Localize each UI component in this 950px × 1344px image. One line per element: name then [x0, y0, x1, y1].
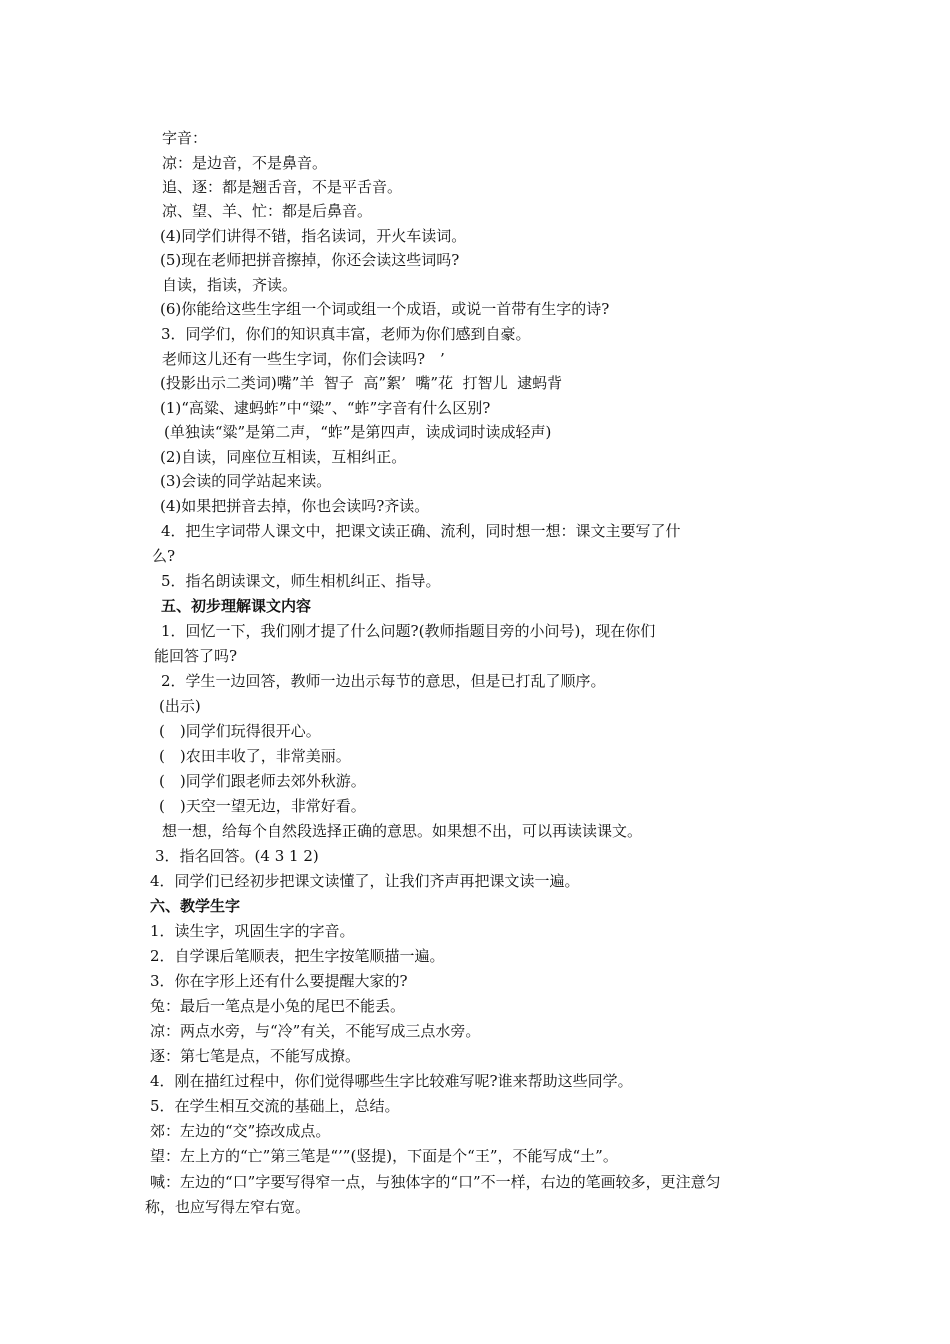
text-line: (单独读“粱”是第二声，“蚱”是第四声，读成词时读成轻声): [164, 423, 552, 441]
text-line: (1)“高粱、逮蚂蚱”中“粱”、“蚱”字音有什么区别?: [160, 399, 491, 417]
text-line: 3．指名回答。(4 3 1 2): [155, 847, 319, 865]
text-line: ( )农田丰收了，非常美丽。: [159, 747, 351, 765]
text-line: ( )同学们跟老师去郊外秋游。: [159, 772, 366, 790]
text-line: 5．在学生相互交流的基础上，总结。: [150, 1097, 400, 1115]
text-line: (5)现在老师把拼音擦掉，你还会读这些词吗?: [160, 251, 460, 269]
text-line: 1．回忆一下，我们刚才提了什么问题?(教师指题目旁的小问号)，现在你们: [161, 622, 656, 640]
text-line: 么?: [152, 547, 176, 565]
text-line: 自读，指读，齐读。: [162, 276, 298, 294]
text-line: 老师这儿还有一些生字词，你们会读吗? ’: [162, 350, 445, 368]
text-line: (3)会读的同学站起来读。: [160, 472, 332, 490]
text-line: 2．自学课后笔顺表，把生字按笔顺描一遍。: [150, 947, 445, 965]
text-line: 3．你在字形上还有什么要提醒大家的?: [150, 972, 408, 990]
text-line: 望：左上方的“亡”第三笔是“’”(竖提)，下面是个“王”，不能写成“土”。: [150, 1147, 618, 1165]
text-line: 追、逐：都是翘舌音，不是平舌音。: [162, 178, 403, 196]
text-line: 郊：左边的“交”捺改成点。: [150, 1122, 331, 1140]
text-line: 能回答了吗?: [154, 647, 238, 665]
text-line: (出示): [159, 697, 201, 715]
text-line: 凉、望、羊、忙：都是后鼻音。: [162, 202, 373, 220]
text-line: 称，也应写得左窄右宽。: [145, 1198, 311, 1216]
text-line: 凉：是边音，不是鼻音。: [162, 154, 328, 172]
text-line: 4．刚在描红过程中，你们觉得哪些生字比较难写呢?谁来帮助这些同学。: [150, 1072, 633, 1090]
text-line: 4．同学们已经初步把课文读懂了，让我们齐声再把课文读一遍。: [150, 872, 580, 890]
text-line: ( )天空一望无边，非常好看。: [159, 797, 366, 815]
section-heading: 五、初步理解课文内容: [161, 597, 312, 615]
text-line: 3．同学们，你们的知识真丰富，老师为你们感到自豪。: [161, 325, 531, 343]
text-line: 1．读生字，巩固生字的字音。: [150, 922, 355, 940]
text-line: (4)同学们讲得不错，指名读词，开火车读词。: [160, 227, 467, 245]
text-line: 凉：两点水旁，与“冷”有关，不能写成三点水旁。: [150, 1022, 481, 1040]
text-line: 逐：第七笔是点，不能写成撩。: [150, 1047, 361, 1065]
text-line: ( )同学们玩得很开心。: [159, 722, 321, 740]
text-line: (投影出示二类词)嘴”羊 智子 高”絮’ 嘴”花 打智儿 逮蚂背: [160, 374, 563, 392]
text-line: 想一想，给每个自然段选择正确的意思。如果想不出，可以再读读课文。: [162, 822, 643, 840]
text-line: 2．学生一边回答，教师一边出示每节的意思，但是已打乱了顺序。: [161, 672, 606, 690]
text-line: 喊：左边的“口”字要写得窄一点，与独体字的“口”不一样，右边的笔画较多，更注意匀: [150, 1173, 721, 1191]
text-line: (6)你能给这些生字组一个词或组一个成语，或说一首带有生字的诗?: [160, 300, 610, 318]
text-line: (4)如果把拼音去掉，你也会读吗?齐读。: [160, 497, 430, 515]
text-line: 字音：: [162, 129, 208, 147]
text-line: 4．把生字词带人课文中，把课文读正确、流利，同时想一想：课文主要写了什: [161, 522, 681, 540]
section-heading: 六、教学生字: [150, 897, 241, 915]
text-line: 兔：最后一笔点是小兔的尾巴不能丢。: [150, 997, 406, 1015]
text-line: (2)自读，同座位互相读，互相纠正。: [160, 448, 407, 466]
text-line: 5．指名朗读课文，师生相机纠正、指导。: [161, 572, 441, 590]
